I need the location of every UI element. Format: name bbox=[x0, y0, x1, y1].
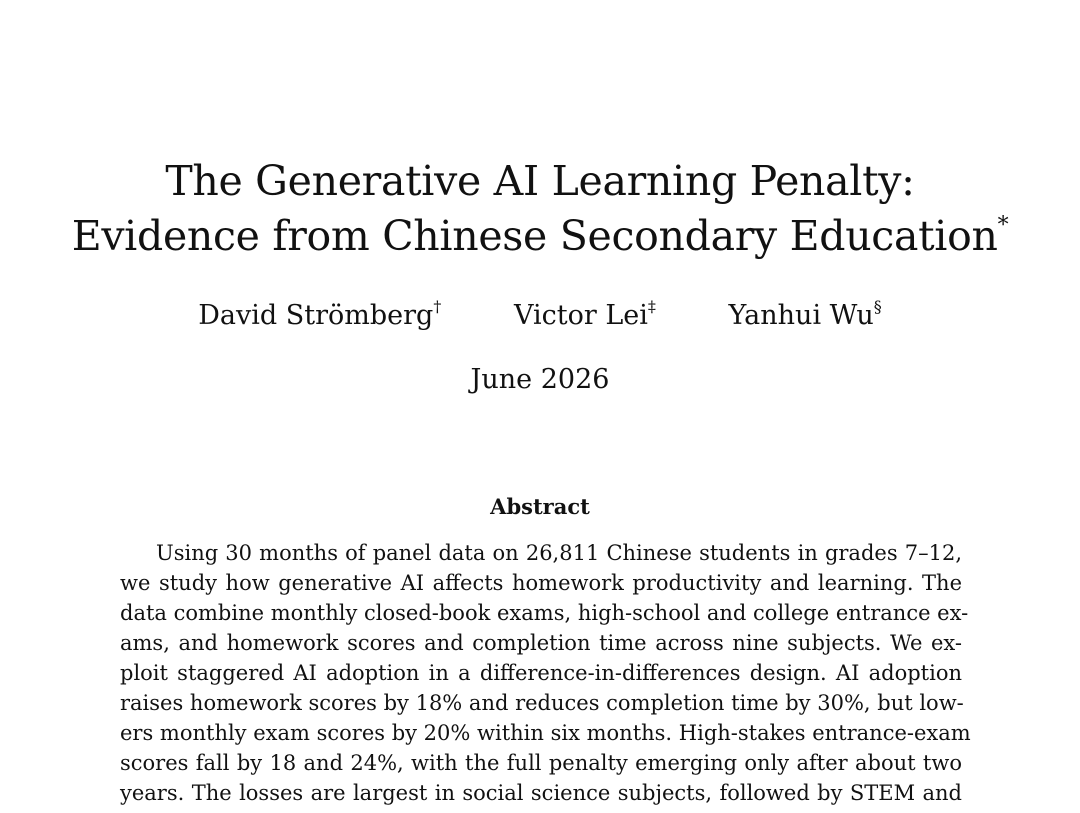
abstract-line: ers monthly exam scores by 20% within six months. High-stakes entrance-exam bbox=[120, 721, 971, 745]
author-footnote-mark: § bbox=[873, 297, 882, 316]
author-list bbox=[0, 297, 1080, 331]
abstract-line: raises homework scores by 18% and reduces completion time by 30%, but low- bbox=[120, 691, 964, 715]
author-footnote-mark: † bbox=[433, 297, 442, 316]
abstract-body bbox=[120, 538, 971, 808]
abstract-line: ams, and homework scores and completion time across nine subjects. We ex- bbox=[120, 631, 962, 655]
abstract-heading: Abstract bbox=[490, 494, 590, 519]
title-line-2-text: Evidence from Chinese Secondary Education bbox=[71, 212, 998, 260]
author-3 bbox=[728, 297, 882, 331]
abstract-line: data combine monthly closed-book exams, high-school and college entrance ex- bbox=[120, 601, 969, 625]
abstract-line: Using 30 months of panel data on 26,811 Chinese students in grades 7–12, bbox=[156, 541, 962, 565]
abstract-line: we study how generative AI affects homework productivity and learning. The bbox=[120, 571, 962, 595]
paper-title bbox=[0, 154, 1080, 264]
author-footnote-mark: ‡ bbox=[647, 297, 656, 316]
author-name: Victor Lei bbox=[513, 300, 648, 331]
abstract-line: scores fall by 18 and 24%, with the full penalty emerging only after about two bbox=[120, 751, 962, 775]
author-name: Yanhui Wu bbox=[728, 300, 874, 331]
author-1 bbox=[198, 297, 442, 331]
abstract-line: ploit staggered AI adoption in a difference-in-differences design. AI adoption bbox=[120, 661, 962, 685]
title-line-1: The Generative AI Learning Penalty: bbox=[165, 157, 915, 205]
paper-date: June 2026 bbox=[470, 364, 610, 395]
title-line-2 bbox=[0, 209, 1080, 264]
abstract-line: years. The losses are largest in social science subjects, followed by STEM and bbox=[120, 781, 962, 805]
author-name: David Strömberg bbox=[198, 300, 434, 331]
author-2 bbox=[513, 297, 656, 331]
title-footnote-mark: * bbox=[997, 213, 1009, 238]
